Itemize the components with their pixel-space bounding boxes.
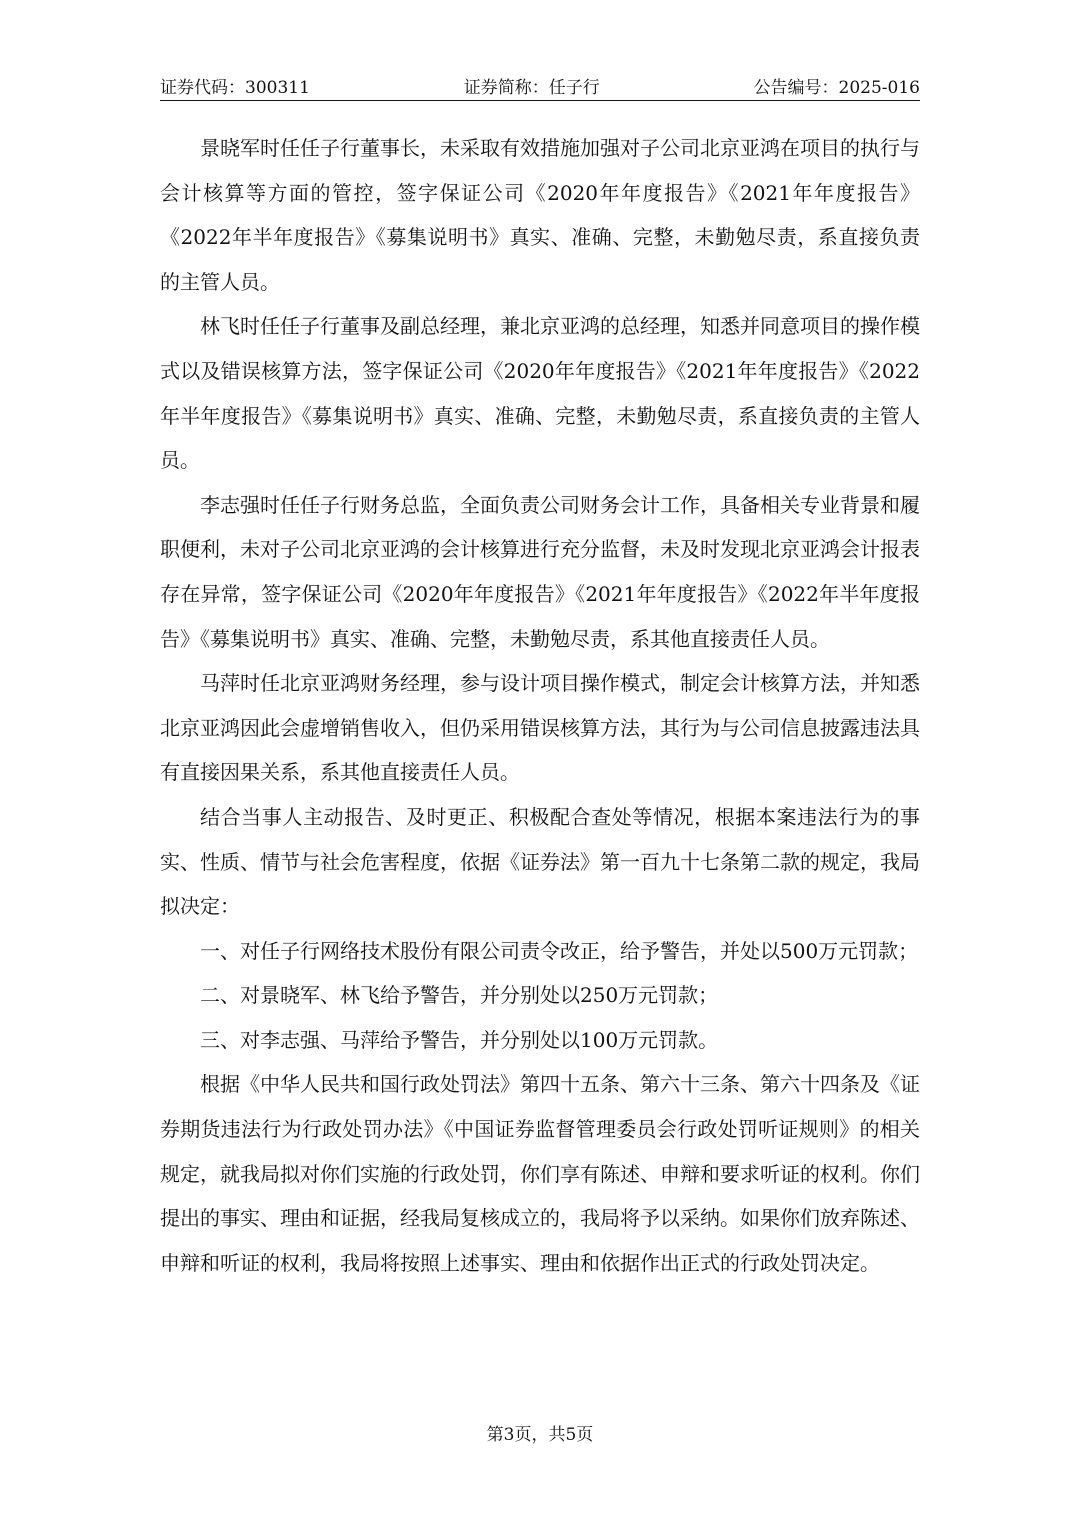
penalty-item-1: 一、对任子行网络技术股份有限公司责令改正，给予警告，并处以500万元罚款； [200,938,919,963]
paragraph-lin-fei: 林飞时任任子行董事及副总经理，兼北京亚鸿的总经理，知悉并同意项目的操作模式以及错误核算方法，签字保证公司《2020年年度报告》《2021年年度报告》《2022年半年度报告》《募集说明书》真实、准确、完整，未勤勉尽责，系直接负责的主管人员。 [160,314,920,473]
page-header [160,74,920,100]
penalty-item-2: 二、对景晓军、林飞给予警告，并分别处以250万元罚款； [200,983,719,1008]
paragraph-li-zhiqiang: 李志强时任任子行财务总监，全面负责公司财务会计工作，具备相关专业背景和履职便利，未对子公司北京亚鸿的会计核算进行充分监督，未及时发现北京亚鸿会计报表存在异常，签字保证公司《2020年年度报告》《2021年年度报告》《2022年半年度报告》《募集说明书》真实、准确、完整，未勤勉尽责，系其他直接责任人员。 [160,492,920,651]
announcement-number: 公告编号：2025-016 [753,78,920,98]
paragraph-decision-basis: 结合当事人主动报告、及时更正、积极配合查处等情况，根据本案违法行为的事实、性质、情节与社会危害程度，依据《证券法》第一百九十七条第二款的规定，我局拟决定： [160,804,920,919]
penalty-item-3: 三、对李志强、马萍给予警告，并分别处以100万元罚款。 [200,1027,719,1052]
document-body [160,126,920,1285]
page-footer: 第3页，共5页 [486,1425,594,1445]
stock-code: 证券代码：300311 [160,78,310,98]
header-divider [160,100,920,101]
stock-name: 证券简称：任子行 [463,78,600,98]
paragraph-jing-xiaojun: 景晓军时任任子行董事长，未采取有效措施加强对子公司北京亚鸿在项目的执行与会计核算等方面的管控，签字保证公司《2020年年度报告》《2021年年度报告》《2022年半年度报告》《募集说明书》真实、准确、完整，未勤勉尽责，系直接负责的主管人员。 [160,136,920,294]
paragraph-rights-notice: 根据《中华人民共和国行政处罚法》第四十五条、第六十三条、第六十四条及《证券期货违法行为行政处罚办法》《中国证券监督管理委员会行政处罚听证规则》的相关规定，就我局拟对你们实施的行政处罚，你们享有陈述、申辩和要求听证的权利。你们提出的事实、理由和证据，经我局复核成立的，我局将予以采纳。如果你们放弃陈述、申辩和听证的权利，我局将按照上述事实、理由和依据作出正式的行政处罚决定。 [160,1072,920,1275]
paragraph-ma-ping: 马萍时任北京亚鸿财务经理，参与设计项目操作模式，制定会计核算方法，并知悉北京亚鸿因此会虚增销售收入，但仍采用错误核算方法，其行为与公司信息披露违法具有直接因果关系，系其他直接责任人员。 [160,671,920,785]
